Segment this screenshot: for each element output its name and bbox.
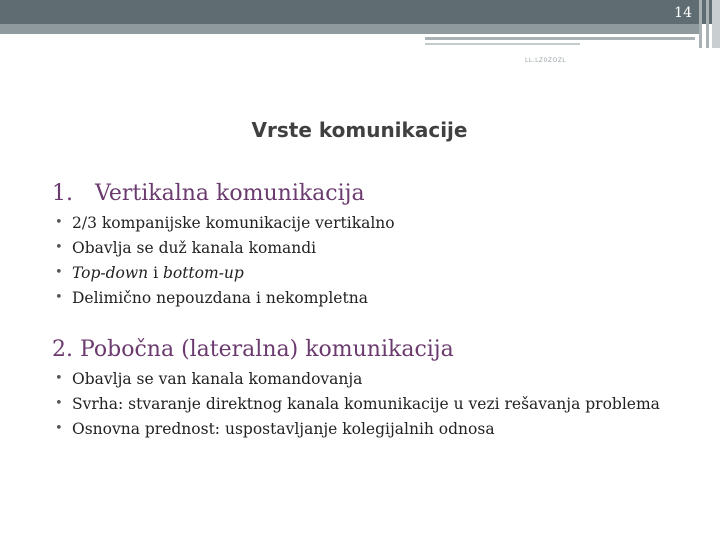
top-bar xyxy=(0,0,720,24)
list-item-text-italic: Top-down xyxy=(72,264,149,282)
list-item-text: Osnovna prednost: uspostavljanje kolegijalnih odnosa xyxy=(72,420,495,438)
list-item xyxy=(55,394,660,419)
list-item xyxy=(55,238,395,263)
bullet-icon: • xyxy=(55,265,63,280)
list-item-text: i xyxy=(148,264,163,282)
bullet-icon: • xyxy=(55,240,63,255)
bullet-icon: • xyxy=(55,421,63,436)
list-item xyxy=(55,419,660,444)
decorative-line-short xyxy=(425,43,580,45)
decorative-vertical-bar xyxy=(706,0,709,48)
list-item xyxy=(55,263,395,288)
bullet-icon: • xyxy=(55,290,63,305)
section1-list xyxy=(55,213,395,313)
list-item-text: Delimično nepouzdana i nekompletna xyxy=(72,289,368,307)
decorative-vertical-bar xyxy=(699,0,702,48)
list-item-text-italic: bottom-up xyxy=(162,264,244,282)
list-item xyxy=(55,288,395,313)
slide-title-text: Vrste komunikacije xyxy=(251,118,468,142)
header-mark: LL.LZ0ZOZL xyxy=(525,57,567,64)
slide-title xyxy=(0,118,720,142)
list-item xyxy=(55,369,660,394)
section2-list xyxy=(55,369,660,444)
list-item-text: 2/3 kompanijske komunikacije vertikalno xyxy=(72,214,395,232)
section1-heading-text: Vertikalna komunikacija xyxy=(95,181,365,206)
decorative-vertical-bar xyxy=(712,0,720,48)
section1-number: 1. xyxy=(52,181,73,206)
list-item-text: Obavlja se duž kanala komandi xyxy=(72,239,317,257)
bullet-icon: • xyxy=(55,371,63,386)
section1-heading xyxy=(52,181,365,206)
list-item-text: Svrha: stvaranje direktnog kanala komunikacije u vezi rešavanja problema xyxy=(72,395,660,413)
slide-number: 14 xyxy=(674,5,692,21)
list-item-text: Obavlja se van kanala komandovanja xyxy=(72,370,363,388)
bullet-icon: • xyxy=(55,215,63,230)
top-bar-stripe xyxy=(0,24,700,34)
list-item xyxy=(55,213,395,238)
section2-heading: 2. Pobočna (lateralna) komunikacija xyxy=(52,337,454,362)
decorative-line xyxy=(425,37,695,40)
bullet-icon: • xyxy=(55,396,63,411)
